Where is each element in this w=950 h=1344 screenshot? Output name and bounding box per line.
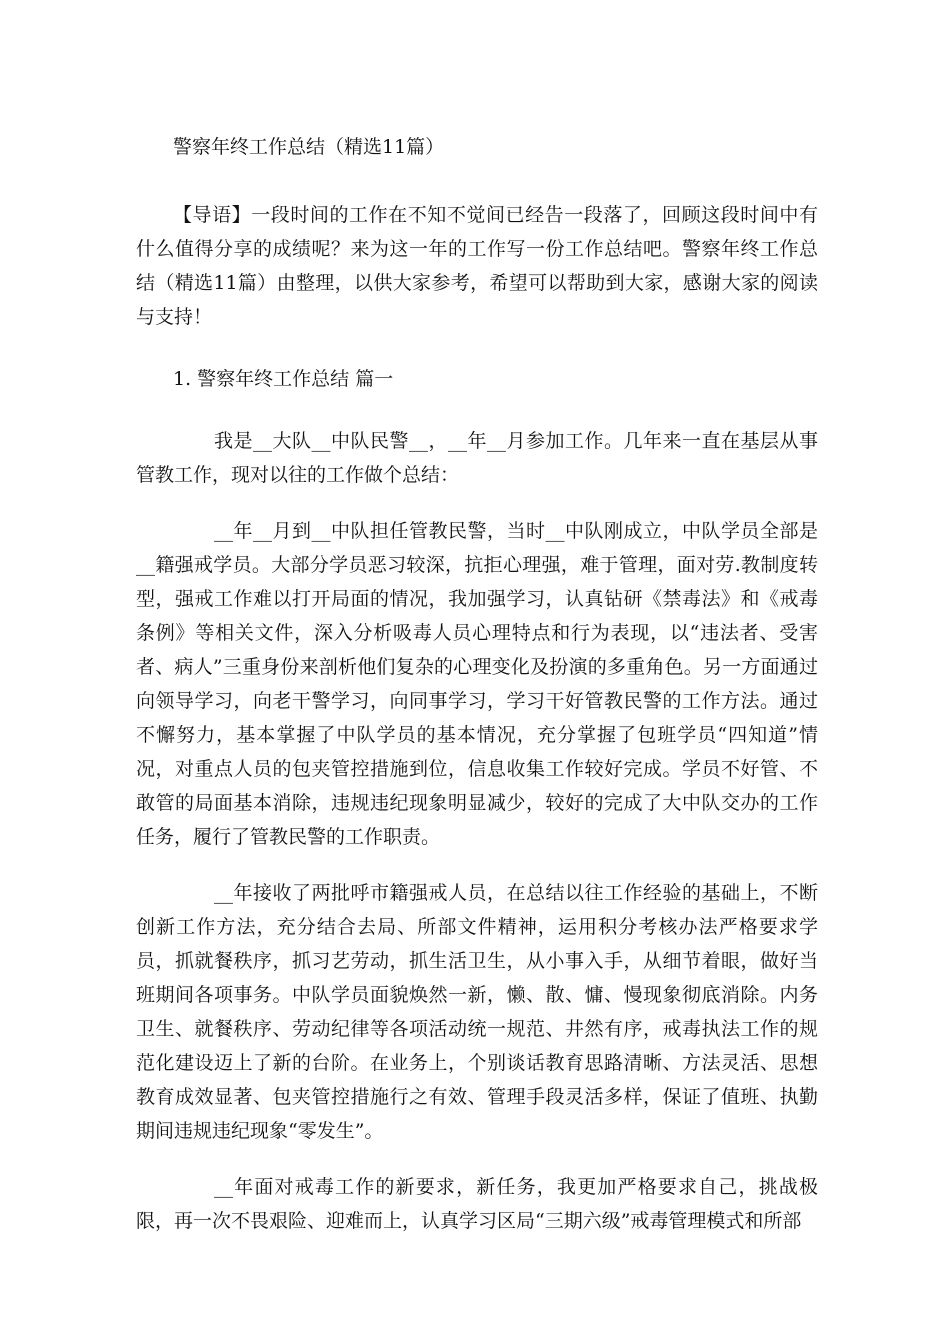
body-paragraph-2: __年__月到__中队担任管教民警，当时__中队刚成立，中队学员全部是__籍强戒学员。大部分学员恶习较深，抗拒心理强，难于管理，面对劳.教制度转型，强戒工作难以打开局面的情况，我加强学习，认真钻研《禁毒法》和《戒毒条例》等相关文件，深入分析吸毒人员心理特点和行为表现，以“违法者、受害者、病人”三重身份来剖析他们复杂的心理变化及扮演的多重角色。另一方面通过向领导学习，向老干警学习，向同事学习，学习干好管教民警的工作方法。通过不懈努力，基本掌握了中队学员的基本情况，充分掌握了包班学员“四知道”情况，对重点人员的包夹管控措施到位，信息收集工作较好完成。学员不好管、不敢管的局面基本消除，违规违纪现象明显减少，较好的完成了大中队交办的工作任务，履行了管教民警的工作职责。: [136, 520, 818, 848]
document-page: [136, 128, 818, 1238]
intro-paragraph: 【导语】一段时间的工作在不知不觉间已经告一段落了，回顾这段时间中有什么值得分享的成绩呢？来为这一年的工作写一份工作总结吧。警察年终工作总结（精选11篇）由整理，以供大家参考，希望可以帮助到大家，感谢大家的阅读与支持！: [136, 204, 818, 328]
body-paragraph-3: __年接收了两批呼市籍强戒人员，在总结以往工作经验的基础上，不断创新工作方法，充分结合去局、所部文件精神，运用积分考核办法严格要求学员，抓就餐秩序，抓习艺劳动，抓生活卫生，从小事入手，从细节着眼，做好当班期间各项事务。中队学员面貌焕然一新，懒、散、慵、慢现象彻底消除。内务卫生、就餐秩序、劳动纪律等各项活动统一规范、井然有序，戒毒执法工作的规范化建设迈上了新的台阶。在业务上，个别谈话教育思路清晰、方法灵活、思想教育成效显著、包夹管控措施行之有效、管理手段灵活多样，保证了值班、执勤期间违规违纪现象“零发生”。: [136, 882, 818, 1142]
body-paragraph-4: __年面对戒毒工作的新要求，新任务，我更加严格要求自己，挑战极限，再一次不畏艰险、迎难而上，认真学习区局“三期六级”戒毒管理模式和所部: [136, 1176, 818, 1232]
document-title: 警察年终工作总结（精选11篇）: [173, 136, 445, 158]
section-heading: 1. 警察年终工作总结 篇一: [173, 368, 394, 390]
body-paragraph-1: 我是__大队__中队民警__，__年__月参加工作。几年来一直在基层从事管教工作，现对以往的工作做个总结：: [136, 430, 818, 486]
